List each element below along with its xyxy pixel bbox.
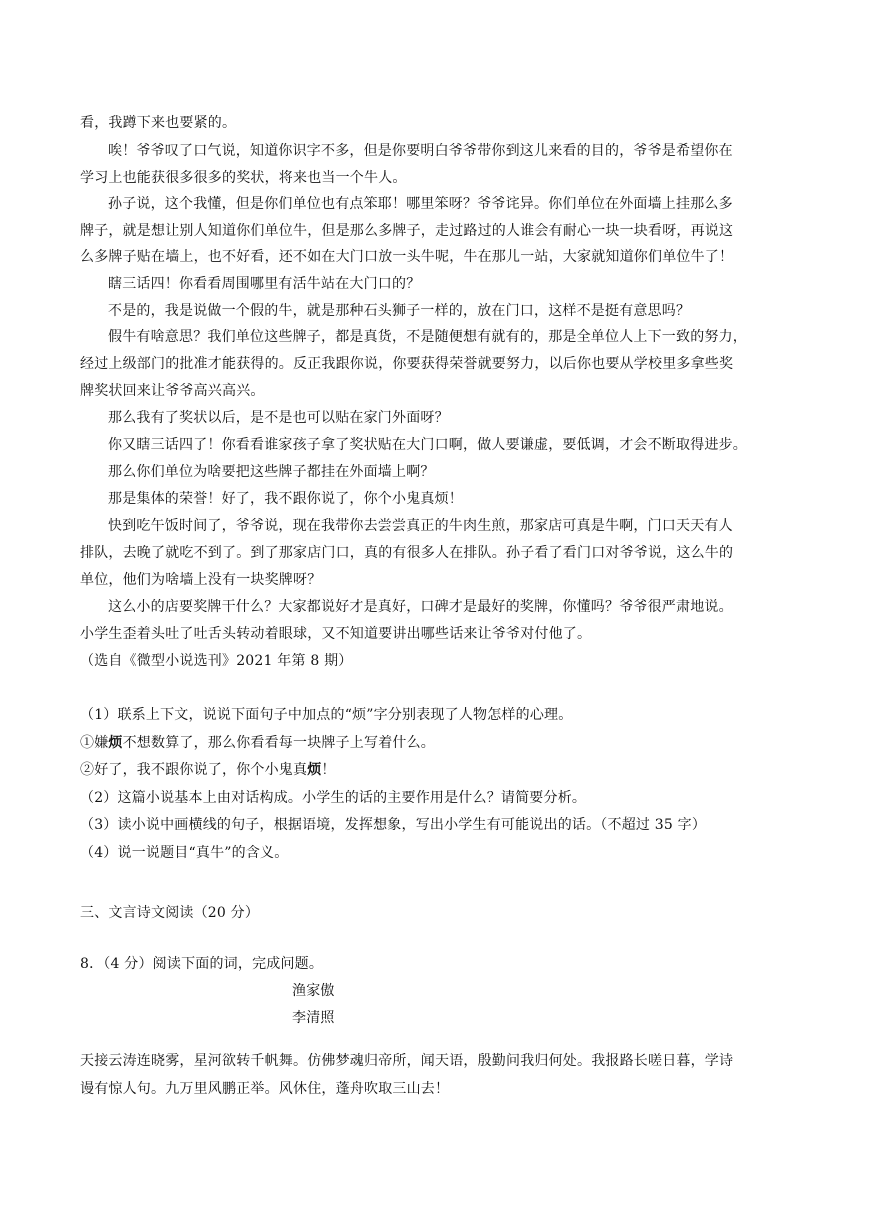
story-paragraph-9: 那么你们单位为啥要把这些牌子都挂在外面墙上啊？ — [108, 464, 435, 480]
story-paragraph-7: 那么我有了奖状以后，是不是也可以贴在家门外面呀？ — [108, 410, 449, 426]
story-paragraph-2-line-2: 学习上也能获很多很多的奖状，将来也当一个牛人。 — [80, 170, 407, 186]
section-3-heading: 三、文言诗文阅读（20 分） — [80, 905, 260, 921]
story-paragraph-5: 不是的，我是说做一个假的牛，就是那种石头狮子一样的，放在门口，这样不是挺有意思吗？ — [108, 303, 691, 319]
story-paragraph-3-line-2: 牌子，就是想让别人知道你们单位牛，但是那么多牌子，走过路过的人谁会有耐心一块一块看呀，再说这 — [80, 223, 734, 239]
poem-author: 李清照 — [292, 1010, 335, 1026]
sentence-a-suffix: 不想数算了，那么你看看每一块牌子上写着什么。 — [122, 735, 436, 751]
poem-title: 渔家傲 — [292, 983, 335, 999]
question-1-sentence-b — [80, 760, 336, 780]
story-paragraph-11-line-3: 单位，他们为啥墙上没有一块奖牌呀？ — [80, 572, 322, 588]
dotted-character-fan-a: 烦 — [108, 735, 123, 751]
sentence-b-prefix: ②好了，我不跟你说了，你个小鬼真 — [80, 762, 308, 778]
question-4: （4）说一说题目“真牛”的含义。 — [80, 845, 289, 861]
story-paragraph-10: 那是集体的荣誉！好了，我不跟你说了，你个小鬼真烦！ — [108, 491, 463, 507]
story-source: （选自《微型小说选刊》2021 年第 8 期） — [80, 653, 353, 669]
poem-line-2: 谩有惊人句。九万里风鹏正举。风休住，蓬舟吹取三山去！ — [80, 1081, 450, 1097]
question-3: （3）读小说中画横线的句子，根据语境，发挥想象，写出小学生有可能说出的话。（不超过 35 字） — [80, 817, 707, 833]
story-paragraph-4: 瞎三话四！你看看周围哪里有活牛站在大门口的？ — [108, 276, 421, 292]
dotted-character-fan-b: 烦 — [307, 762, 322, 778]
poem-line-1: 天接云涛连晓雾，星河欲转千帆舞。仿佛梦魂归帝所，闻天语，殷勤问我归何处。我报路长嗟日暮，学诗 — [80, 1053, 734, 1069]
question-1-sentence-a — [80, 733, 435, 753]
sentence-b-suffix: ！ — [321, 762, 336, 778]
story-paragraph-1: 看，我蹲下来也要紧的。 — [80, 115, 237, 131]
story-paragraph-11-line-2: 排队，去晚了就吃不到了。到了那家店门口，真的有很多人在排队。孙子看了看门口对爷爷说，这么牛的 — [80, 545, 734, 561]
story-paragraph-6-line-1: 假牛有啥意思？我们单位这些牌子，都是真货，不是随便想有就有的，那是全单位人上下一致的努力， — [108, 329, 747, 345]
story-paragraph-11-line-1: 快到吃午饭时间了，爷爷说，现在我带你去尝尝真正的牛肉生煎，那家店可真是牛啊，门口天天有人 — [108, 518, 733, 534]
story-paragraph-3-line-3: 么多牌子贴在墙上，也不好看，还不如在大门口放一头牛呢，牛在那儿一站，大家就知道你们单位牛了！ — [80, 249, 734, 265]
story-paragraph-2-line-1: 唉！爷爷叹了口气说，知道你识字不多，但是你要明白爷爷带你到这儿来看的目的，爷爷是希望你在 — [108, 143, 733, 159]
story-paragraph-12-line-1: 这么小的店要奖牌干什么？大家都说好才是真好，口碑才是最好的奖牌，你懂吗？爷爷很严肃地说。 — [108, 599, 733, 615]
story-paragraph-6-line-2: 经过上级部门的批准才能获得的。反正我跟你说，你要获得荣誉就要努力，以后你也要从学校里多拿些奖 — [80, 356, 734, 372]
story-paragraph-3-line-1: 孙子说，这个我懂，但是你们单位也有点笨耶！哪里笨呀？爷爷诧异。你们单位在外面墙上挂那么多 — [108, 196, 733, 212]
story-paragraph-6-line-3: 牌奖状回来让爷爷高兴高兴。 — [80, 383, 265, 399]
question-8-intro: 8．（4 分）阅读下面的词，完成问题。 — [80, 956, 324, 972]
question-2: （2）这篇小说基本上由对话构成。小学生的话的主要作用是什么？请简要分析。 — [80, 790, 587, 806]
question-1: （1）联系上下文，说说下面句子中加点的“烦”字分别表现了人物怎样的心理。 — [80, 707, 573, 723]
story-paragraph-8: 你又瞎三话四了！你看看谁家孩子拿了奖状贴在大门口啊，做人要谦虚，要低调，才会不断取得进步。 — [108, 437, 747, 453]
sentence-a-prefix: ①嫌 — [80, 735, 109, 751]
story-paragraph-12-line-2: 小学生歪着头吐了吐舌头转动着眼球，又不知道要讲出哪些话来让爷爷对付他了。 — [80, 626, 592, 642]
